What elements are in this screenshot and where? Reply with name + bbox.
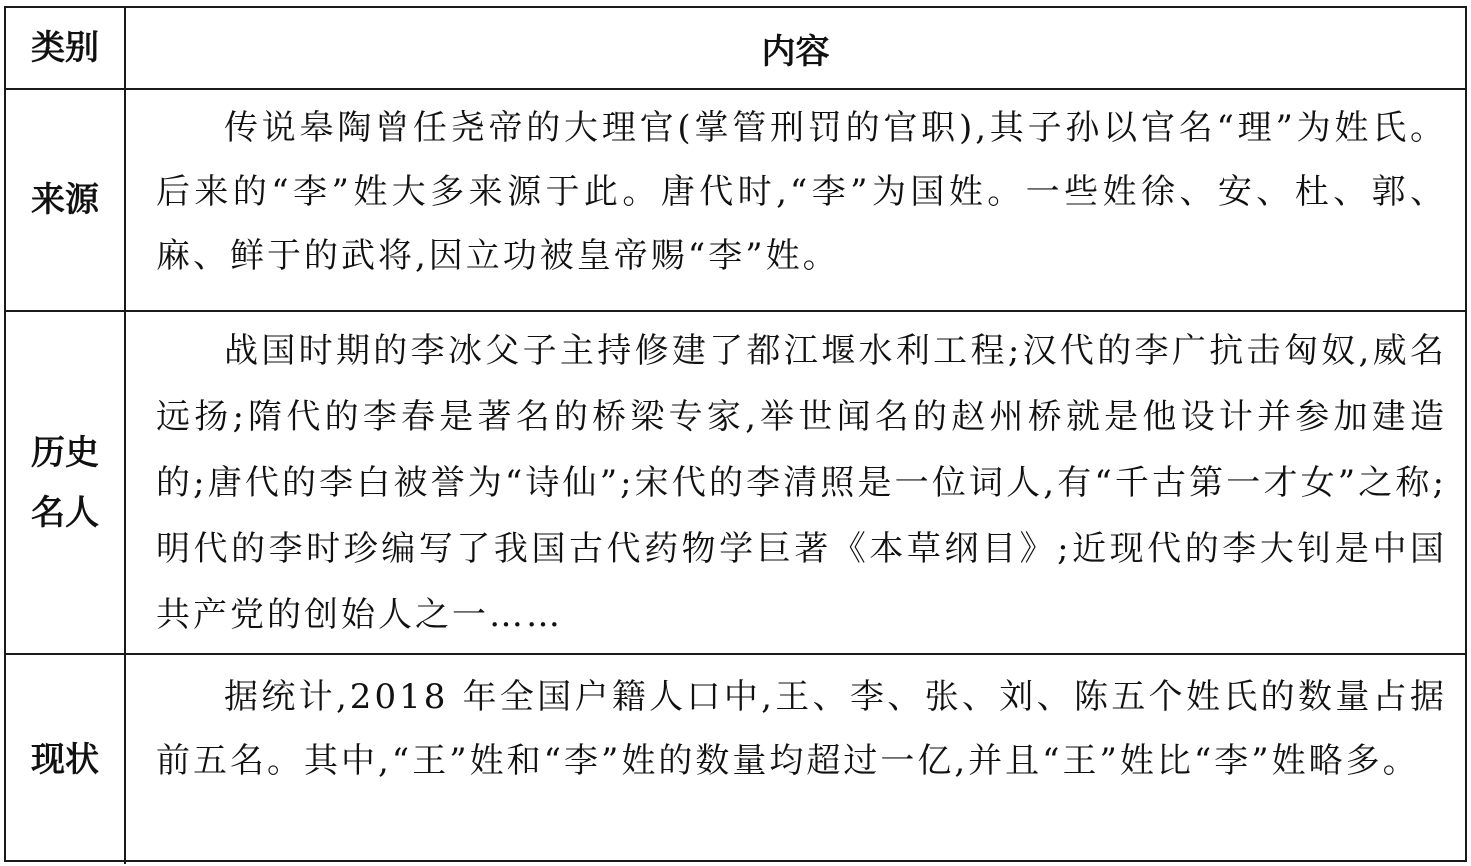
row-content-cell xyxy=(126,90,1465,310)
table-row-famous-people xyxy=(6,310,1465,653)
row-category-cell xyxy=(6,312,126,653)
header-content-cell: 内容 xyxy=(761,31,830,72)
content-paragraph-origin: 传说皋陶曾任尧帝的大理官(掌管刑罚的官职),其子孙以官名“理”为姓氏。后来的“李”姓大多来源于此。唐代时,“李”为国姓。一些姓徐、安、杜、郭、麻、鲜于的武将,因立功被皇帝赐“李”姓。 xyxy=(156,108,1447,276)
row-category-cell xyxy=(6,90,126,310)
table-header-row xyxy=(6,8,1465,88)
row-content-cell xyxy=(126,655,1465,864)
header-category-cell: 类别 xyxy=(6,8,126,88)
category-label-current-status: 现状 xyxy=(31,739,99,780)
row-content-cell xyxy=(126,312,1465,653)
table-row-current-status xyxy=(6,653,1465,864)
category-label-origin: 来源 xyxy=(31,180,99,220)
row-category-cell xyxy=(6,655,126,864)
surname-table xyxy=(4,6,1467,862)
content-paragraph-current-status: 据统计,2018 年全国户籍人口中,王、李、张、刘、陈五个姓氏的数量占据前五名。其中,“王”姓和“李”姓的数量均超过一亿,并且“王”姓比“李”姓略多。 xyxy=(156,677,1447,781)
table-row-origin xyxy=(6,88,1465,310)
content-paragraph-famous-people: 战国时期的李冰父子主持修建了都江堰水利工程;汉代的李广抗击匈奴,威名远扬;隋代的李春是著名的桥梁专家,举世闻名的赵州桥就是他设计并参加建造的;唐代的李白被誉为“诗仙”;宋代的李清照是一位词人,有“千古第一才女”之称;明代的李时珍编写了我国古代药物学巨著《本草纲目》;近现代的李大钊是中国共产党的创始人之一…… xyxy=(156,331,1447,635)
category-label-famous-people: 历史名人 xyxy=(31,432,99,533)
